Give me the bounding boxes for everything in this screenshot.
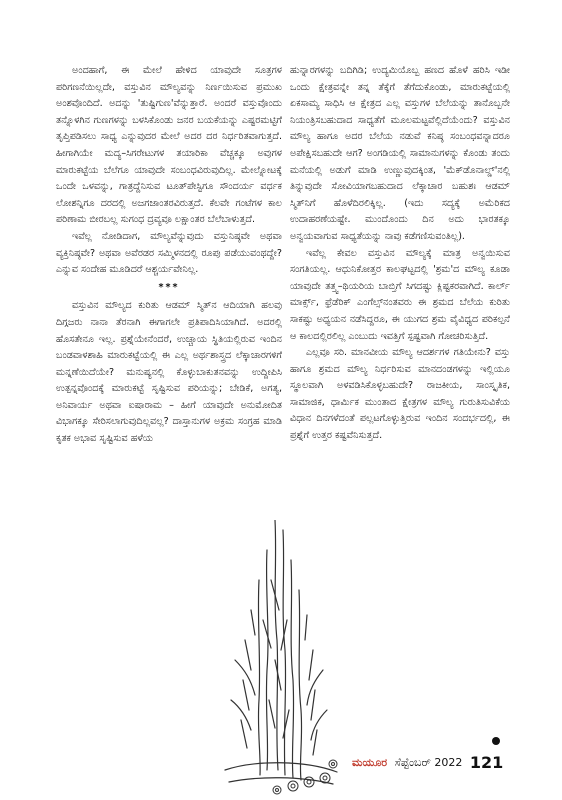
magazine-name: ಮಯೂರ [352,756,388,769]
left-column [56,63,282,448]
section-separator: *** [158,281,180,293]
left-paragraph-1: ಅಂದಹಾಗೆ, ಈ ಮೇಲೆ ಹೇಳಿದ ಯಾವುದೇ ಸೂತ್ರಗಳ ಪರಿಗಣನೆಯಿಲ್ಲದೇ, ವಸ್ತುವಿನ ಮೌಲ್ಯವನ್ನು ನಿರ್ಣಯಿಸುವ ಪ್ರಮುಖ ಅಂಶವೊಂದಿದೆ. ಅದನ್ನು 'ತುಷ್ಟಿಗುಣ'ವೆನ್ನುತ್ತಾರೆ. ಅಂದರೆ ವಸ್ತುವೊಂದು ತನ್ನೊಳಗಿನ ಗುಣಗಳನ್ನು ಬಳಸಿಕೊಂಡು ಜನರ ಬಯಕೆಯನ್ನು ಎಷ್ಟರಮಟ್ಟಿಗೆ ತೃಪ್ತಿಪಡಿಸಲು ಸಾಧ್ಯ ಎನ್ನುವುದರ ಮೇಲೆ ಅದರ ದರ ನಿರ್ಧರಿತವಾಗುತ್ತದೆ. ಹೀಗಾಗಿಯೇ ಮದ್ಯ–ಸಿಗರೇಟುಗಳ ತಯಾರಿಕಾ ವೆಚ್ಚಕ್ಕೂ ಅವುಗಳ ಮಾರುಕಟ್ಟೆಯ ಬೆಲೆಗೂ ಯಾವುದೇ ಸಂಬಂಧವಿರುವುದಿಲ್ಲ. ಮೇಲ್ನೋಟಕ್ಕೆ ಒಂದೇ ಒಳವನ್ನು, ಗಾತ್ರದ್ದೆನಿಸುವ ಟೂತ್‌ಪೇಸ್ಟಿಗೂ ಸೌಂದರ್ಯ ವರ್ಧಕ ಲೋಶನ್ನಿಗೂ ದರದಲ್ಲಿ ಅಜಗಜಾಂತರವಿರುತ್ತದೆ. ಕೆಲವೇ ಗಂಟೆಗಳ ಕಾಲ ಪರಿಣಾಮ ಬೀರಬಲ್ಲ ಸುಗಂಧ ದ್ರವ್ಯವೂ ಲಕ್ಷಾಂತರ ಬೆಲೆಬಾಳುತ್ತದೆ. [56,65,282,226]
page-footer [352,753,504,772]
issue-date: ಸೆಪ್ಟೆಂಬರ್ 2022 [394,756,463,769]
bullet-icon [492,737,500,745]
sketch-illustration [215,520,345,800]
left-paragraph-3: ವಸ್ತುವಿನ ಮೌಲ್ಯದ ಕುರಿತು ಆಡಮ್ ಸ್ಮಿತ್‌ನ ಆದಿಯಾಗಿ ಹಲವು ದಿಗ್ಗಜರು ನಾನಾ ತೆರನಾಗಿ ಈಗಾಗಲೇ ಪ್ರತಿಪಾದಿಸಿಯಾಗಿದೆ. ಅದರಲ್ಲಿ ಹೊಸತೇನೂ ಇಲ್ಲ. ಪ್ರಶ್ನೆಯೇನೆಂದರೆ, ಉಚ್ಚಾಯ ಸ್ಥಿತಿಯಲ್ಲಿರುವ ಇಂದಿನ ಬಂಡವಾಳಶಾಹಿ ಮಾರುಕಟ್ಟೆಯಲ್ಲಿ ಈ ಎಲ್ಲ ಅರ್ಥಶಾಸ್ತ್ರದ ಲೆಕ್ಕಾಚಾರಗಳಿಗೆ ಮನ್ನಣೆಯಿದೆಯೇ? ಮನುಷ್ಯನಲ್ಲಿ ಕೊಳ್ಳುಬಾಕುತನವನ್ನು ಉದ್ದೀಪಿಸಿ ಉತ್ಪನ್ನವೊಂದಕ್ಕೆ ಮಾರುಕಟ್ಟೆ ಸೃಷ್ಟಿಸುವ ಪರಿಯನ್ನು; ಬೇಡಿಕೆ, ಅಗತ್ಯ, ಅನಿವಾರ್ಯ ಅಥವಾ ಐಷಾರಾಮ – ಹೀಗೆ ಯಾವುದೇ ಅನುಮೋದಿತ ವಿಭಾಗಕ್ಕೂ ಸೇರಿಸಲಾಗುವುದಿಲ್ಲವಲ್ಲ? ದಾಸ್ತಾನುಗಳ ಅಕ್ರಮ ಸಂಗ್ರಹ ಮಾಡಿ ಕೃತಕ ಅಭಾವ ಸೃಷ್ಟಿಸುವ ಹಳೆಯ [56,300,282,445]
right-paragraph-1: ಹುನ್ನಾರಗಳನ್ನು ಬದಿಗಿಡಿ; ಉದ್ಯಮಿಯೊಬ್ಬ ಹಣದ ಹೊಳೆ ಹರಿಸಿ ಇಡೀ ಒಂದು ಕ್ಷೇತ್ರವನ್ನೇ ತನ್ನ ತೆಕ್ಕೆಗೆ ತೆಗೆದುಕೊಂಡು, ಮಾರುಕಟ್ಟೆಯಲ್ಲಿ ಏಕಸಾಮ್ಯ ಸಾಧಿಸಿ ಆ ಕ್ಷೇತ್ರದ ಎಲ್ಲ ವಸ್ತುಗಳ ಬೆಲೆಯನ್ನು ತಾನೊಬ್ಬನೇ ನಿಯಂತ್ರಿಸಬಹುದಾದ ಸಾಧ್ಯತೆಗೆ ಮೂಲಮಟ್ಟವೆಲ್ಲಿದೆಯೆಂದು? ವಸ್ತುವಿನ ಮೌಲ್ಯ ಹಾಗೂ ಅದರ ಬೆಲೆಯ ನಡುವೆ ಕನಿಷ್ಠ ಸಂಬಂಧವನ್ನಾದರೂ ಅಪೇಕ್ಷಿಸಬಹುದೇ ಆಗ? ಅಂಗಡಿಯಲ್ಲಿ ಸಾಮಾನುಗಳನ್ನು ಕೊಂಡು ತಂದು ಮನೆಯಲ್ಲಿ ಅಡುಗೆ ಮಾಡಿ ಉಣ್ಣುವುದಕ್ಕಿಂತ, 'ಮೆಕ್‌ಡೊನಾಲ್ಡ್'ನಲ್ಲಿ ತಿನ್ನುವುದೇ ಸೋವಿಯಾಗಬಹುದಾದ ಲೆಕ್ಕಾಚಾರ ಬಹುಶಃ ಆಡಮ್ ಸ್ಮಿತ್‌ನಿಗೆ ಹೊಳೆದಿರಲಿಕ್ಕಿಲ್ಲ. (ಇದು ಸದ್ಯಕ್ಕೆ ಅಮೆರಿಕದ ಉದಾಹರಣೆಯಷ್ಟೇ. ಮುಂದೊಂದು ದಿನ ಅದು ಭಾರತಕ್ಕೂ ಅನ್ವಯವಾಗುವ ಸಾಧ್ಯತೆಯನ್ನು ನಾವು ಕಡೆಗಣಿಸುವಂತಿಲ್ಲ). [290,65,510,242]
left-paragraph-2: ಇವೆಲ್ಲ ನೋಡಿದಾಗ, ಮೌಲ್ಯವೆನ್ನುವುದು ವಸ್ತುನಿಷ್ಠವೇ ಅಥವಾ ವ್ಯಕ್ತಿನಿಷ್ಠವೇ? ಅಥವಾ ಅವೆರಡರ ಸಮ್ಮಿಳನದಲ್ಲಿ ರೂಪು ಪಡೆಯುವಂಥದ್ದೇ? ಎನ್ನುವ ಸಂದೇಹ ಮೂಡಿದರೆ ಆಶ್ಚರ್ಯವೇನಿಲ್ಲ. [56,230,282,276]
page-number: 121 [469,753,504,772]
right-paragraph-2: ಇವೆಲ್ಲ ಕೇವಲ ವಸ್ತುವಿನ ಮೌಲ್ಯಕ್ಕೆ ಮಾತ್ರ ಅನ್ವಯಿಸುವ ಸಂಗತಿಯಲ್ಲ. ಆಧುನಿಕೋತ್ತರ ಕಾಲಘಟ್ಟದಲ್ಲಿ 'ಶ್ರಮ'ದ ಮೌಲ್ಯ ಕೂಡಾ ಯಾವುದೇ ತತ್ತ್ವ–ಥಿಯರಿಯ ಬಾಬ್ತಿಗೆ ಸಿಗದಷ್ಟು ಕ್ಲಿಷ್ಟಕರವಾಗಿದೆ. ಕಾರ್ಲ್ ಮಾರ್ಕ್ಸ್, ಫ್ರೆಡೆರಿಕ್ ಎಂಗೆಲ್ಸ್‌ನಂತವರು ಈ ಶ್ರಮದ ಬೆಲೆಯ ಕುರಿತು ಸಾಕಷ್ಟು ಅಧ್ಯಯನ ನಡೆಸಿದ್ದರೂ, ಈ ಯುಗದ ಶ್ರಮ ವೈವಿಧ್ಯದ ಪರಿಕಲ್ಪನೆ ಆ ಕಾಲದಲ್ಲಿರಲಿಲ್ಲ ಎಂಬುದು ಇವತ್ತಿಗೆ ಸ್ಪಷ್ಟವಾಗಿ ಗೋಚರಿಸುತ್ತಿದೆ. [290,247,510,342]
right-paragraph-3: ಎಲ್ಲವೂ ಸರಿ. ಮಾನವೀಯ ಮೌಲ್ಯ ಆದರ್ಶಗಳ ಗತಿಯೇನು? ವಸ್ತು ಹಾಗೂ ಶ್ರಮದ ಮೌಲ್ಯ ನಿರ್ಧರಿಸುವ ಮಾನದಂಡಗಳನ್ನು ಇಲ್ಲಿಯೂ ಸ್ಥೂಲವಾಗಿ ಅಳವಡಿಸಿಕೊಳ್ಳಬಹುದೇ? ರಾಜಕೀಯ, ಸಾಂಸ್ಕೃತಿಕ, ಸಾಮಾಜಿಕ, ಧಾರ್ಮಿಕ ಮುಂತಾದ ಕ್ಷೇತ್ರಗಳ ಮೌಲ್ಯ ಗುರುತಿಸುವಿಕೆಯ ವಿಧಾನ ದಿನಗಳೆದಂತೆ ಪಲ್ಲಟಗೊಳ್ಳುತ್ತಿರುವ ಇಂದಿನ ಸಂದರ್ಭದಲ್ಲಿ, ಈ ಪ್ರಶ್ನೆಗೆ ಉತ್ತರ ಕಷ್ಟವೆನಿಸುತ್ತದೆ. [290,347,510,442]
right-column [290,63,510,445]
